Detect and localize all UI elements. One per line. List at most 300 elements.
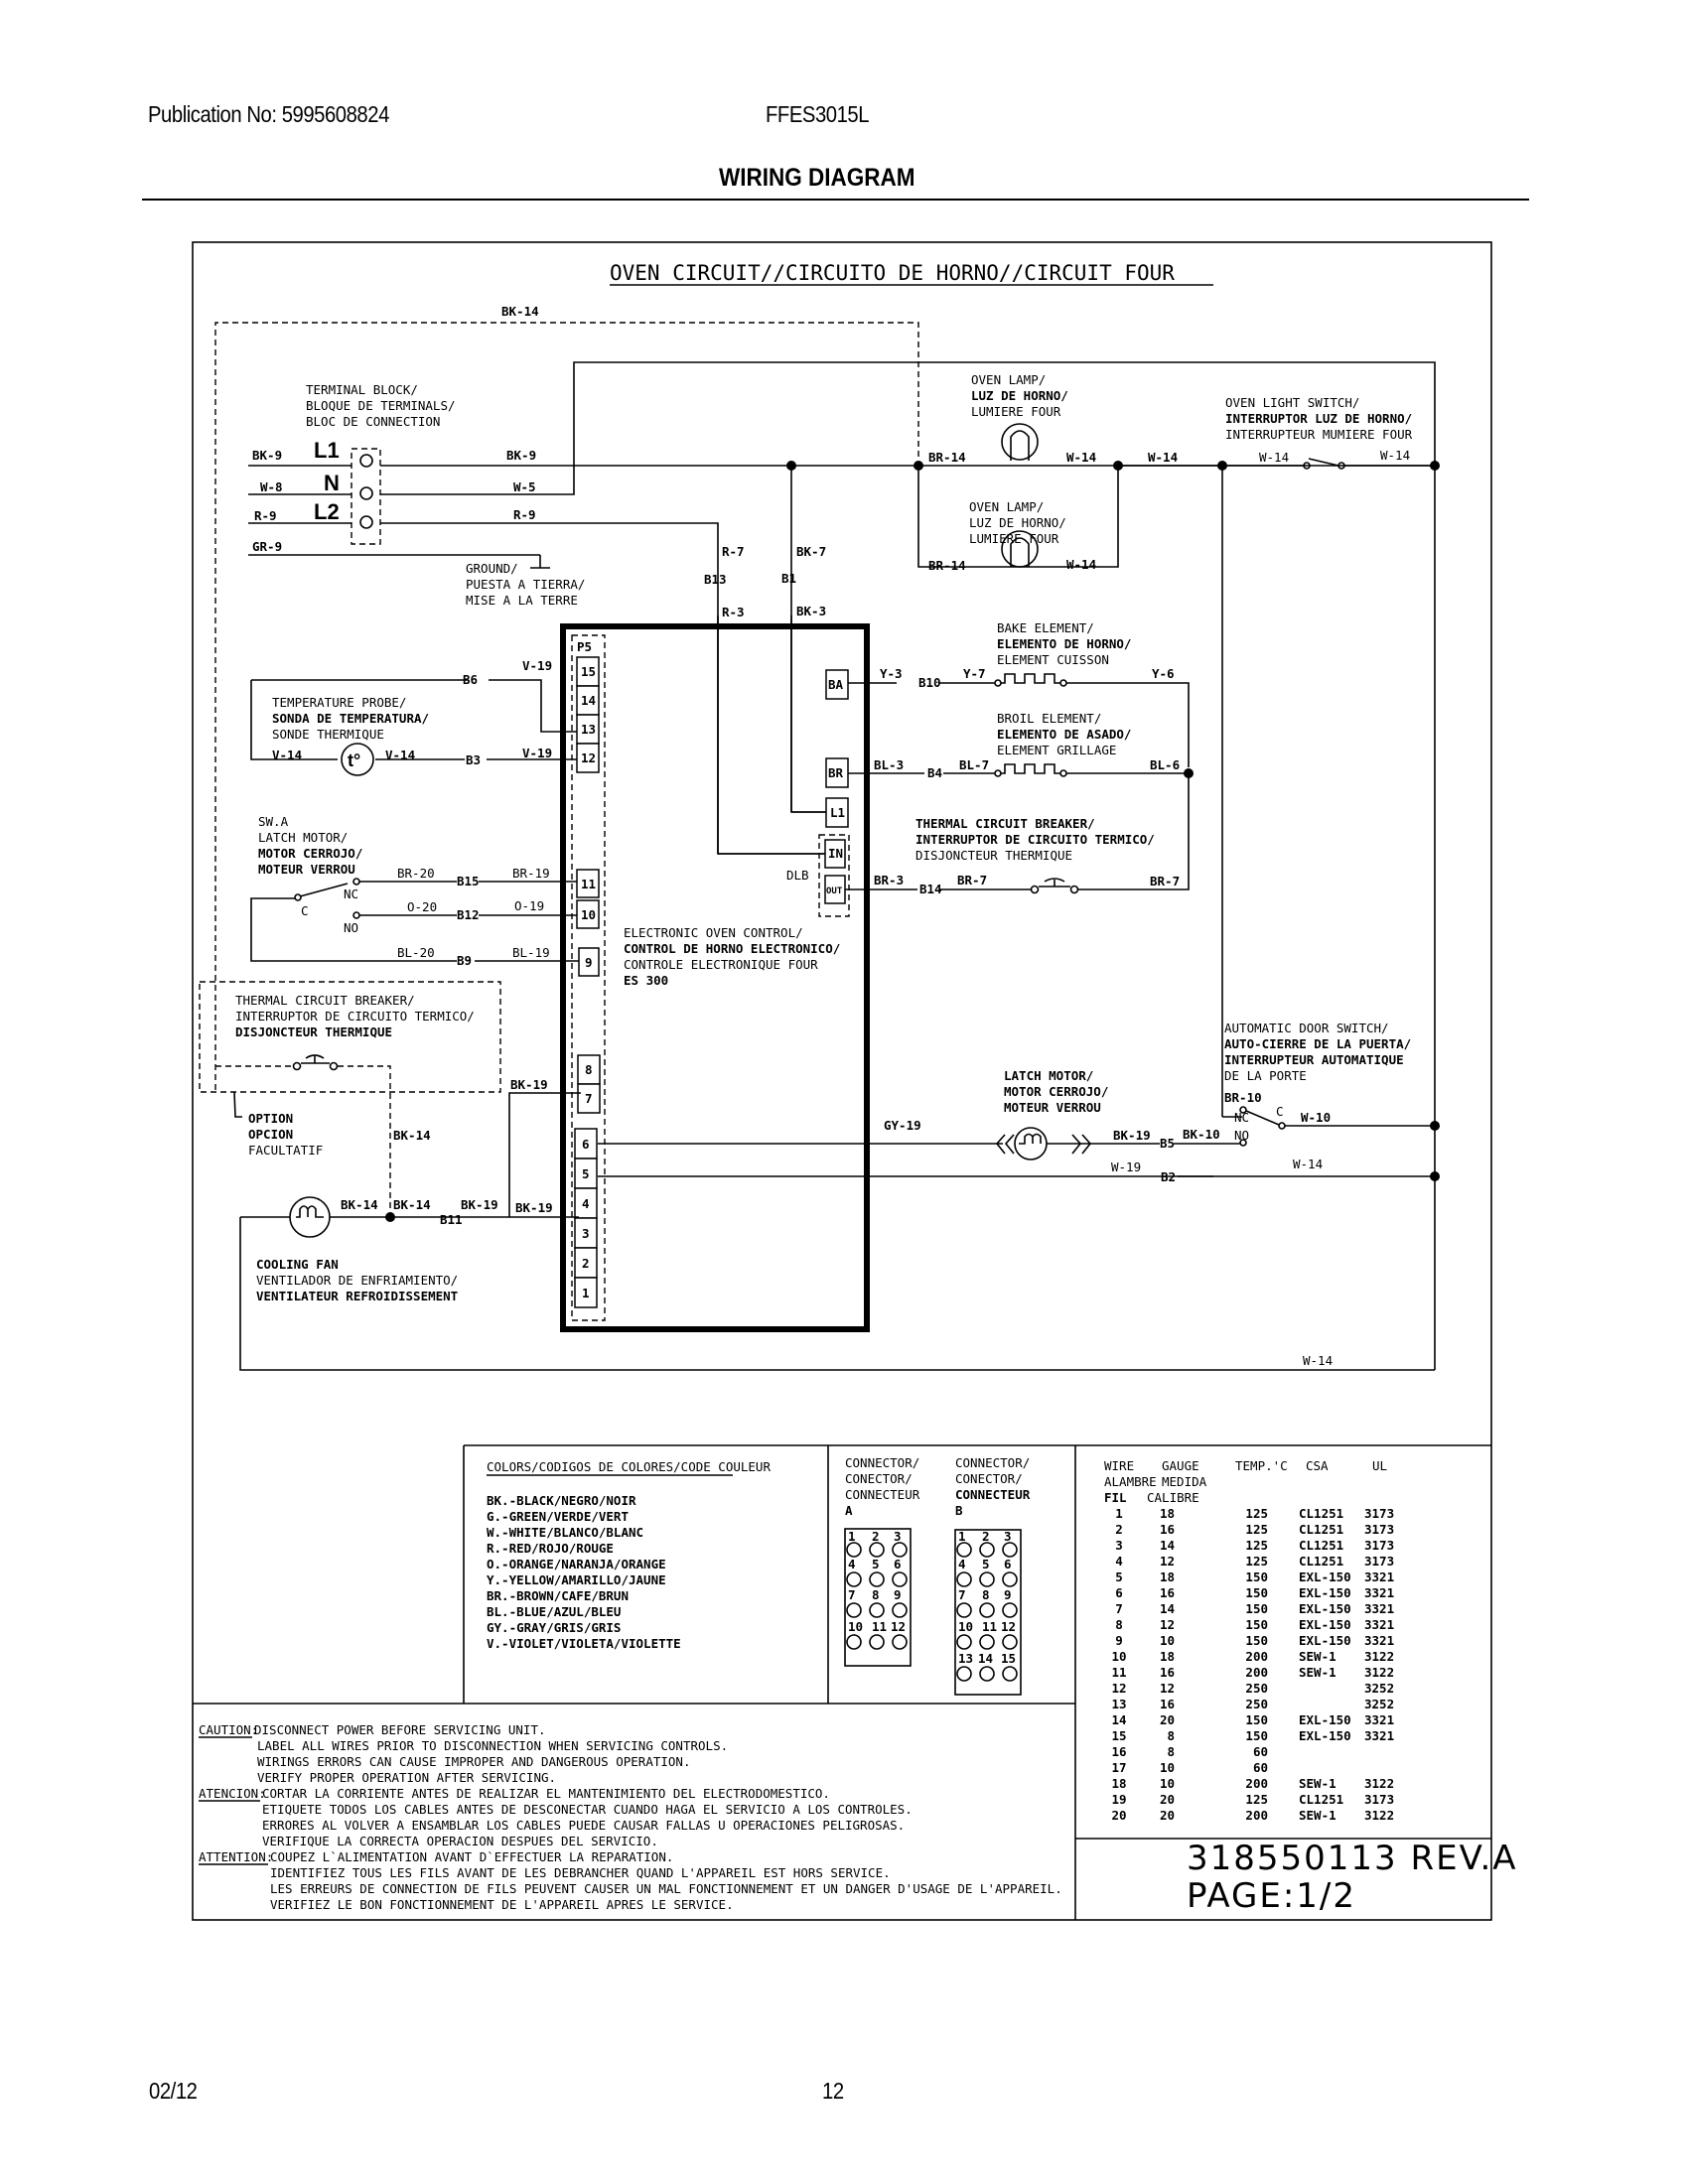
- svg-text:V-19: V-19: [522, 658, 553, 673]
- wire-table-cell: 6: [1115, 1585, 1123, 1600]
- svg-text:B9: B9: [457, 953, 473, 968]
- svg-text:O-19: O-19: [514, 898, 545, 913]
- wire-table-cell: 14: [1111, 1712, 1127, 1727]
- svg-text:CAUTION:: CAUTION:: [199, 1722, 259, 1737]
- svg-text:DE LA PORTE: DE LA PORTE: [1224, 1068, 1307, 1083]
- wire-table-cell: 125: [1245, 1506, 1268, 1521]
- svg-text:PUESTA A TIERRA/: PUESTA A TIERRA/: [466, 577, 586, 592]
- svg-text:PAGE:1/2: PAGE:1/2: [1187, 1876, 1356, 1916]
- wire-table-cell: SEW-1: [1299, 1665, 1336, 1680]
- svg-text:B6: B6: [463, 672, 479, 687]
- svg-text:1: 1: [848, 1529, 856, 1544]
- svg-text:DLB: DLB: [786, 868, 809, 883]
- wire-table-cell: 8: [1167, 1744, 1175, 1759]
- wire-table-cell: EXL-150: [1299, 1712, 1351, 1727]
- svg-text:LABEL ALL WIRES PRIOR TO DISCO: LABEL ALL WIRES PRIOR TO DISCONNECTION WHEN SERVICING CONTROLS.: [257, 1738, 729, 1753]
- svg-text:SONDE THERMIQUE: SONDE THERMIQUE: [272, 727, 384, 742]
- svg-text:W-14: W-14: [1066, 557, 1097, 572]
- svg-text:B11: B11: [440, 1212, 463, 1227]
- svg-text:UL: UL: [1372, 1458, 1388, 1473]
- svg-text:V-19: V-19: [522, 746, 553, 760]
- svg-text:B2: B2: [1161, 1169, 1177, 1184]
- svg-text:BR-14: BR-14: [928, 450, 966, 465]
- svg-text:P5: P5: [577, 639, 593, 654]
- svg-text:LATCH MOTOR/: LATCH MOTOR/: [258, 830, 349, 845]
- svg-text:A: A: [845, 1503, 853, 1518]
- svg-text:12: 12: [1001, 1619, 1017, 1634]
- svg-text:Y.-YELLOW/AMARILLO/JAUNE: Y.-YELLOW/AMARILLO/JAUNE: [487, 1572, 666, 1587]
- wire-table-cell: 3252: [1364, 1697, 1395, 1711]
- svg-text:BK-19: BK-19: [515, 1200, 553, 1215]
- svg-text:4: 4: [848, 1557, 856, 1571]
- wire-table-cell: 10: [1159, 1760, 1175, 1775]
- svg-text:TERMINAL BLOCK/: TERMINAL BLOCK/: [306, 382, 418, 397]
- svg-text:VERIFIQUE LA CORRECTA OPERACIO: VERIFIQUE LA CORRECTA OPERACION DESPUES DEL SERVICIO.: [262, 1834, 658, 1848]
- wire-table-cell: 250: [1245, 1681, 1268, 1696]
- svg-text:MOTEUR VERROU: MOTEUR VERROU: [258, 862, 355, 877]
- svg-text:O.-ORANGE/NARANJA/ORANGE: O.-ORANGE/NARANJA/ORANGE: [487, 1557, 666, 1571]
- wire-table-cell: CL1251: [1299, 1554, 1344, 1569]
- wire-table-cell: SEW-1: [1299, 1808, 1336, 1823]
- svg-text:SW.A: SW.A: [258, 814, 289, 829]
- svg-text:10: 10: [848, 1619, 864, 1634]
- wire-table-cell: 19: [1111, 1792, 1127, 1807]
- wire-table-cell: 13: [1111, 1697, 1127, 1711]
- svg-text:B15: B15: [457, 874, 480, 888]
- wire-table-cell: 2: [1115, 1522, 1123, 1537]
- wire-table-cell: 4: [1115, 1554, 1123, 1569]
- svg-text:N: N: [324, 471, 340, 495]
- svg-text:ELECTRONIC OVEN CONTROL/: ELECTRONIC OVEN CONTROL/: [624, 925, 803, 940]
- wire-table-cell: 3173: [1364, 1522, 1395, 1537]
- svg-text:ELEMENTO DE ASADO/: ELEMENTO DE ASADO/: [997, 727, 1132, 742]
- svg-text:V-14: V-14: [385, 748, 416, 762]
- svg-text:ATTENTION:: ATTENTION:: [199, 1849, 274, 1864]
- svg-text:ATENCION:: ATENCION:: [199, 1786, 266, 1801]
- wire-table-cell: 18: [1159, 1649, 1175, 1664]
- wire-table-cell: 3173: [1364, 1792, 1395, 1807]
- terminal-l2: [360, 516, 372, 528]
- svg-text:Y-7: Y-7: [963, 666, 986, 681]
- wire-table-cell: 3173: [1364, 1538, 1395, 1553]
- svg-text:BK-3: BK-3: [796, 604, 827, 618]
- svg-text:4: 4: [582, 1196, 590, 1211]
- svg-text:W-14: W-14: [1303, 1353, 1334, 1368]
- svg-text:INTERRUPTOR DE CIRCUITO TERMIC: INTERRUPTOR DE CIRCUITO TERMICO/: [235, 1009, 475, 1024]
- svg-text:BK-14: BK-14: [501, 304, 539, 319]
- svg-text:R.-RED/ROJO/ROUGE: R.-RED/ROJO/ROUGE: [487, 1541, 614, 1556]
- svg-text:OUT: OUT: [826, 887, 843, 896]
- wire-table-cell: 3173: [1364, 1506, 1395, 1521]
- svg-text:BL-19: BL-19: [512, 945, 550, 960]
- svg-text:W-14: W-14: [1148, 450, 1179, 465]
- svg-text:5: 5: [982, 1557, 990, 1571]
- svg-text:WIRE: WIRE: [1104, 1458, 1135, 1473]
- svg-text:NO: NO: [1234, 1128, 1250, 1143]
- wire-table-cell: 10: [1111, 1649, 1127, 1664]
- svg-text:CONECTOR/: CONECTOR/: [955, 1471, 1023, 1486]
- svg-text:ERRORES AL VOLVER A ENSAMBLAR: ERRORES AL VOLVER A ENSAMBLAR LOS CABLES PUEDE CAUSAR FALLAS U OPERACIONES PELIGROSAS.: [262, 1818, 906, 1833]
- svg-text:3: 3: [1004, 1529, 1012, 1544]
- wire-table-cell: CL1251: [1299, 1538, 1344, 1553]
- wire-table-cell: 125: [1245, 1522, 1268, 1537]
- svg-text:6: 6: [894, 1557, 902, 1571]
- svg-text:BA: BA: [828, 677, 844, 692]
- svg-text:Y-6: Y-6: [1152, 666, 1175, 681]
- wire-table-cell: 125: [1245, 1554, 1268, 1569]
- svg-text:CORTAR LA CORRIENTE ANTES DE R: CORTAR LA CORRIENTE ANTES DE REALIZAR EL MANTENIMIENTO DEL ELECTRODOMESTICO.: [262, 1786, 830, 1801]
- lamp-bulb-icon: [1002, 424, 1038, 460]
- svg-text:8: 8: [585, 1062, 593, 1077]
- wire-table-cell: 3321: [1364, 1633, 1395, 1648]
- svg-text:FACULTATIF: FACULTATIF: [248, 1143, 324, 1158]
- svg-text:7: 7: [848, 1587, 856, 1602]
- svg-text:3: 3: [894, 1529, 902, 1544]
- automatic-door-switch: [1222, 1021, 1440, 1146]
- terminal-n: [360, 487, 372, 499]
- svg-text:2: 2: [982, 1529, 990, 1544]
- svg-text:3: 3: [582, 1226, 590, 1241]
- svg-text:BK.-BLACK/NEGRO/NOIR: BK.-BLACK/NEGRO/NOIR: [487, 1493, 636, 1508]
- svg-text:8: 8: [872, 1587, 880, 1602]
- svg-text:BL-7: BL-7: [959, 757, 990, 772]
- svg-text:IDENTIFIEZ TOUS LES FILS AVANT: IDENTIFIEZ TOUS LES FILS AVANT DE LES DEBRANCHER QUAND L'APPAREIL EST HORS SERVICE.: [270, 1865, 891, 1880]
- svg-text:AUTOMATIC DOOR SWITCH/: AUTOMATIC DOOR SWITCH/: [1224, 1021, 1389, 1035]
- temperature-probe: [251, 658, 577, 775]
- svg-text:BK-19: BK-19: [510, 1077, 548, 1092]
- svg-text:BK-19: BK-19: [461, 1197, 498, 1212]
- svg-text:ELEMENT CUISSON: ELEMENT CUISSON: [997, 652, 1109, 667]
- title-block: [1187, 1839, 1518, 1916]
- wire-table-cell: 14: [1159, 1601, 1175, 1616]
- svg-text:6: 6: [1004, 1557, 1012, 1571]
- svg-text:W-14: W-14: [1293, 1157, 1324, 1171]
- svg-text:L1: L1: [830, 805, 846, 820]
- svg-text:W-19: W-19: [1111, 1160, 1142, 1174]
- wire-table-cell: 16: [1111, 1744, 1127, 1759]
- wire-table-cell: 9: [1115, 1633, 1123, 1648]
- svg-text:9: 9: [1004, 1587, 1012, 1602]
- wire-table-cell: 8: [1167, 1728, 1175, 1743]
- svg-text:OPTION: OPTION: [248, 1111, 294, 1126]
- svg-text:B13: B13: [704, 572, 727, 587]
- wire-table-cell: EXL-150: [1299, 1728, 1351, 1743]
- wire-table-cell: 12: [1159, 1617, 1175, 1632]
- svg-text:5: 5: [872, 1557, 880, 1571]
- svg-text:15: 15: [581, 664, 597, 679]
- svg-text:LATCH MOTOR/: LATCH MOTOR/: [1004, 1068, 1094, 1083]
- wire-table-cell: 18: [1159, 1506, 1175, 1521]
- wire-table-cell: EXL-150: [1299, 1617, 1351, 1632]
- wire-table-cell: 12: [1159, 1681, 1175, 1696]
- svg-text:GROUND/: GROUND/: [466, 561, 518, 576]
- svg-text:TEMP.'C: TEMP.'C: [1235, 1458, 1288, 1473]
- wire-table-cell: EXL-150: [1299, 1585, 1351, 1600]
- wire-table-cell: 150: [1245, 1633, 1268, 1648]
- wire-table-cell: EXL-150: [1299, 1633, 1351, 1648]
- wire-table-cell: 12: [1111, 1681, 1127, 1696]
- wire-table-cell: 17: [1111, 1760, 1127, 1775]
- svg-text:BR-7: BR-7: [957, 873, 988, 887]
- svg-text:8: 8: [982, 1587, 990, 1602]
- svg-text:W-14: W-14: [1259, 450, 1290, 465]
- wire-table-cell: 3321: [1364, 1617, 1395, 1632]
- wire-table-cell: SEW-1: [1299, 1649, 1336, 1664]
- svg-text:BR-19: BR-19: [512, 866, 550, 881]
- wire-table-cell: 16: [1159, 1665, 1175, 1680]
- svg-text:SONDA DE TEMPERATURA/: SONDA DE TEMPERATURA/: [272, 711, 430, 726]
- svg-text:BR-10: BR-10: [1224, 1090, 1262, 1105]
- svg-text:1: 1: [958, 1529, 966, 1544]
- svg-text:ALAMBRE: ALAMBRE: [1104, 1474, 1157, 1489]
- wire-table-cell: 20: [1159, 1792, 1175, 1807]
- svg-text:BK-9: BK-9: [506, 448, 537, 463]
- oven-lamp-2: [918, 466, 1118, 573]
- wire-table-cell: 16: [1159, 1585, 1175, 1600]
- svg-text:6: 6: [582, 1137, 590, 1152]
- wire-table-cell: 200: [1245, 1808, 1268, 1823]
- svg-text:NO: NO: [344, 920, 359, 935]
- svg-text:VERIFIEZ LE BON FONCTIONNEMENT: VERIFIEZ LE BON FONCTIONNEMENT DE L'APPAREIL APRES LE SERVICE.: [270, 1897, 734, 1912]
- svg-text:GY-19: GY-19: [884, 1118, 921, 1133]
- wire-table-cell: 3321: [1364, 1585, 1395, 1600]
- svg-text:VENTILADOR DE ENFRIAMIENTO/: VENTILADOR DE ENFRIAMIENTO/: [256, 1273, 459, 1288]
- wire-table-cell: EXL-150: [1299, 1601, 1351, 1616]
- svg-text:W-14: W-14: [1380, 448, 1411, 463]
- svg-text:BK-19: BK-19: [1113, 1128, 1151, 1143]
- svg-text:V-14: V-14: [272, 748, 303, 762]
- wire-table-cell: 20: [1111, 1808, 1127, 1823]
- wire-table-cell: EXL-150: [1299, 1570, 1351, 1584]
- svg-text:MOTOR CERROJO/: MOTOR CERROJO/: [258, 846, 363, 861]
- svg-text:BK-10: BK-10: [1183, 1127, 1220, 1142]
- svg-text:BLOC DE CONNECTION: BLOC DE CONNECTION: [306, 414, 441, 429]
- svg-text:NC: NC: [1234, 1110, 1250, 1125]
- svg-text:B1: B1: [781, 571, 797, 586]
- svg-text:B5: B5: [1160, 1136, 1176, 1151]
- svg-text:R-7: R-7: [722, 544, 745, 559]
- wire-table-cell: 18: [1111, 1776, 1127, 1791]
- svg-text:BR-7: BR-7: [1150, 874, 1181, 888]
- pin-group-top: [577, 657, 599, 772]
- connector-a: [845, 1455, 920, 1666]
- svg-text:B: B: [955, 1503, 963, 1518]
- svg-text:9: 9: [894, 1587, 902, 1602]
- wire-spec-table: [1104, 1458, 1387, 1505]
- svg-text:R-9: R-9: [513, 507, 536, 522]
- latch-switch-sw-a: [251, 814, 579, 968]
- wire-table-cell: 3: [1115, 1538, 1123, 1553]
- svg-text:COUPEZ L`ALIMENTATION AVANT D`: COUPEZ L`ALIMENTATION AVANT D`EFFECTUER LA REPARATION.: [270, 1849, 674, 1864]
- svg-text:CONNECTOR/: CONNECTOR/: [845, 1455, 920, 1470]
- svg-text:VERIFY PROPER OPERATION AFTER: VERIFY PROPER OPERATION AFTER SERVICING.: [257, 1770, 557, 1785]
- svg-text:INTERRUPTEUR MUMIERE FOUR: INTERRUPTEUR MUMIERE FOUR: [1225, 427, 1413, 442]
- cooling-fan: [240, 1197, 1435, 1370]
- svg-text:GR-9: GR-9: [252, 539, 283, 554]
- svg-text:OPCION: OPCION: [248, 1127, 294, 1142]
- wire-table-cell: 200: [1245, 1665, 1268, 1680]
- svg-text:CONTROLE ELECTRONIQUE FOUR: CONTROLE ELECTRONIQUE FOUR: [624, 957, 818, 972]
- svg-text:MISE A LA TERRE: MISE A LA TERRE: [466, 593, 578, 608]
- footer-date: 02/12: [149, 2078, 198, 2104]
- svg-text:12: 12: [891, 1619, 907, 1634]
- wire-table-cell: 250: [1245, 1697, 1268, 1711]
- svg-text:C: C: [301, 903, 309, 918]
- wire-table-cell: 3122: [1364, 1665, 1395, 1680]
- oven-lamp-1: [928, 372, 1178, 471]
- page-title: WIRING DIAGRAM: [719, 164, 915, 192]
- connector-b: [955, 1455, 1031, 1695]
- wire-table-cell: 150: [1245, 1585, 1268, 1600]
- svg-text:15: 15: [1001, 1651, 1017, 1666]
- wire-spec-rows: [1111, 1506, 1394, 1823]
- svg-text:13: 13: [581, 722, 597, 737]
- svg-text:1: 1: [582, 1286, 590, 1300]
- svg-text:MEDIDA: MEDIDA: [1162, 1474, 1207, 1489]
- ground: [466, 555, 585, 608]
- svg-text:FIL: FIL: [1104, 1490, 1127, 1505]
- svg-text:G.-GREEN/VERDE/VERT: G.-GREEN/VERDE/VERT: [487, 1509, 629, 1524]
- svg-text:COOLING FAN: COOLING FAN: [256, 1257, 339, 1272]
- svg-text:WIRINGS ERRORS CAN CAUSE IMPRO: WIRINGS ERRORS CAN CAUSE IMPROPER AND DANGEROUS OPERATION.: [257, 1754, 691, 1769]
- wire-table-cell: 10: [1159, 1776, 1175, 1791]
- svg-text:ELEMENTO DE HORNO/: ELEMENTO DE HORNO/: [997, 636, 1132, 651]
- diagram-title: OVEN CIRCUIT//CIRCUITO DE HORNO//CIRCUIT FOUR: [610, 261, 1175, 285]
- svg-text:7: 7: [958, 1587, 966, 1602]
- svg-text:14: 14: [581, 693, 597, 708]
- svg-text:COLORS/CODIGOS DE COLORES/CODE: COLORS/CODIGOS DE COLORES/CODE COULEUR: [487, 1459, 771, 1474]
- svg-text:MOTEUR VERROU: MOTEUR VERROU: [1004, 1100, 1101, 1115]
- publication-number: Publication No: 5995608824: [148, 101, 389, 127]
- wire-table-cell: 3122: [1364, 1649, 1395, 1664]
- svg-text:12: 12: [581, 751, 597, 765]
- svg-text:BAKE ELEMENT/: BAKE ELEMENT/: [997, 620, 1094, 635]
- svg-text:IN: IN: [828, 846, 844, 861]
- thermal-circuit-breaker-left: [200, 982, 500, 1217]
- svg-text:2: 2: [872, 1529, 880, 1544]
- svg-text:CONTROL DE HORNO ELECTRONICO/: CONTROL DE HORNO ELECTRONICO/: [624, 941, 841, 956]
- svg-text:CALIBRE: CALIBRE: [1147, 1490, 1199, 1505]
- wire-table-cell: 1: [1115, 1506, 1123, 1521]
- wire-table-cell: 3122: [1364, 1808, 1395, 1823]
- wire-table-cell: 3122: [1364, 1776, 1395, 1791]
- wire-table-cell: 12: [1159, 1554, 1175, 1569]
- svg-text:B12: B12: [457, 907, 480, 922]
- wire-table-cell: 16: [1159, 1522, 1175, 1537]
- wire-table-cell: 3321: [1364, 1712, 1395, 1727]
- svg-text:BLOQUE DE TERMINALS/: BLOQUE DE TERMINALS/: [306, 398, 456, 413]
- svg-text:BL-3: BL-3: [874, 757, 905, 772]
- svg-text:O-20: O-20: [407, 899, 438, 914]
- svg-text:W-10: W-10: [1301, 1110, 1332, 1125]
- svg-text:DISJONCTEUR THERMIQUE: DISJONCTEUR THERMIQUE: [915, 848, 1073, 863]
- svg-text:LUZ DE HORNO/: LUZ DE HORNO/: [971, 388, 1068, 403]
- svg-text:B10: B10: [918, 675, 941, 690]
- svg-text:CONNECTOR/: CONNECTOR/: [955, 1455, 1031, 1470]
- svg-text:LES ERREURS DE CONNECTION DE F: LES ERREURS DE CONNECTION DE FILS PEUVENT CAUSER UN MAL FONCTIONNEMENT ET UN DANGER D'USAGE DE L'APPAREIL.: [270, 1881, 1062, 1896]
- wire-table-cell: 14: [1159, 1538, 1175, 1553]
- svg-text:CONECTOR/: CONECTOR/: [845, 1471, 913, 1486]
- svg-text:BL-6: BL-6: [1150, 757, 1181, 772]
- svg-text:B3: B3: [466, 752, 482, 767]
- wire-table-cell: 200: [1245, 1776, 1268, 1791]
- svg-text:INTERRUPTOR DE CIRCUITO TERMIC: INTERRUPTOR DE CIRCUITO TERMICO/: [915, 832, 1155, 847]
- svg-text:W-5: W-5: [513, 479, 536, 494]
- svg-text:BK-7: BK-7: [796, 544, 827, 559]
- svg-text:L1: L1: [314, 438, 340, 463]
- wire-table-cell: SEW-1: [1299, 1776, 1336, 1791]
- svg-text:4: 4: [958, 1557, 966, 1571]
- l2-feed: [380, 523, 718, 854]
- svg-text:LUMIERE FOUR: LUMIERE FOUR: [971, 404, 1061, 419]
- wire-table-cell: 18: [1159, 1570, 1175, 1584]
- wire-table-cell: 3173: [1364, 1554, 1395, 1569]
- svg-text:L2: L2: [314, 499, 340, 524]
- svg-text:V.-VIOLET/VIOLETA/VIOLETTE: V.-VIOLET/VIOLETA/VIOLETTE: [487, 1636, 681, 1651]
- wire-table-cell: 3321: [1364, 1728, 1395, 1743]
- terminal-l1: [360, 455, 372, 467]
- svg-text:BL-20: BL-20: [397, 945, 435, 960]
- svg-text:AUTO-CIERRE DE LA PUERTA/: AUTO-CIERRE DE LA PUERTA/: [1224, 1036, 1412, 1051]
- wire-table-cell: 3252: [1364, 1681, 1395, 1696]
- svg-text:ELEMENT GRILLAGE: ELEMENT GRILLAGE: [997, 743, 1117, 757]
- wire-table-cell: 150: [1245, 1617, 1268, 1632]
- wire-table-cell: CL1251: [1299, 1522, 1344, 1537]
- svg-text:THERMAL CIRCUIT BREAKER/: THERMAL CIRCUIT BREAKER/: [235, 993, 415, 1008]
- wire-table-cell: 20: [1159, 1808, 1175, 1823]
- broil-element: [848, 711, 1194, 780]
- model-number: FFES3015L: [766, 101, 870, 127]
- svg-text:10: 10: [581, 907, 597, 922]
- svg-text:9: 9: [585, 955, 593, 970]
- svg-text:5: 5: [582, 1166, 590, 1181]
- svg-text:BL.-BLUE/AZUL/BLEU: BL.-BLUE/AZUL/BLEU: [487, 1604, 622, 1619]
- wire-table-cell: CL1251: [1299, 1792, 1344, 1807]
- terminal-block: [248, 382, 540, 555]
- thermal-circuit-breaker-right: [845, 773, 1189, 896]
- wire-table-cell: CL1251: [1299, 1506, 1344, 1521]
- svg-text:BR-20: BR-20: [397, 866, 435, 881]
- svg-text:Y-3: Y-3: [880, 666, 903, 681]
- neutral-return: [598, 1157, 1440, 1368]
- wire-table-cell: 15: [1111, 1728, 1127, 1743]
- svg-text:BK-14: BK-14: [393, 1128, 431, 1143]
- svg-text:CSA: CSA: [1306, 1458, 1329, 1473]
- svg-text:C: C: [1276, 1104, 1284, 1119]
- svg-text:BR: BR: [828, 765, 844, 780]
- electronic-oven-control: [563, 626, 867, 1329]
- wire-table-cell: 150: [1245, 1728, 1268, 1743]
- svg-text:BR.-BROWN/CAFE/BRUN: BR.-BROWN/CAFE/BRUN: [487, 1588, 629, 1603]
- svg-text:ETIQUETE TODOS LOS CABLES ANTE: ETIQUETE TODOS LOS CABLES ANTES DE DESCONECTAR CUANDO HAGA EL SERVICIO A LOS CONTROLES.: [262, 1802, 913, 1817]
- svg-text:LUMIERE FOUR: LUMIERE FOUR: [969, 531, 1059, 546]
- wire-table-cell: 3321: [1364, 1570, 1395, 1584]
- svg-text:10: 10: [958, 1619, 974, 1634]
- wire-table-cell: 7: [1115, 1601, 1123, 1616]
- wire-table-cell: 125: [1245, 1538, 1268, 1553]
- svg-text:W-8: W-8: [260, 479, 283, 494]
- svg-text:OVEN LAMP/: OVEN LAMP/: [971, 372, 1047, 387]
- svg-text:BR-3: BR-3: [874, 873, 905, 887]
- svg-text:BK-14: BK-14: [341, 1197, 378, 1212]
- wire-table-cell: 150: [1245, 1570, 1268, 1584]
- wire-table-cell: 11: [1111, 1665, 1127, 1680]
- svg-text:OVEN LAMP/: OVEN LAMP/: [969, 499, 1045, 514]
- wire-table-cell: 8: [1115, 1617, 1123, 1632]
- svg-text:R-3: R-3: [722, 605, 745, 619]
- svg-text:NC: NC: [344, 887, 359, 901]
- wire-table-cell: 150: [1245, 1601, 1268, 1616]
